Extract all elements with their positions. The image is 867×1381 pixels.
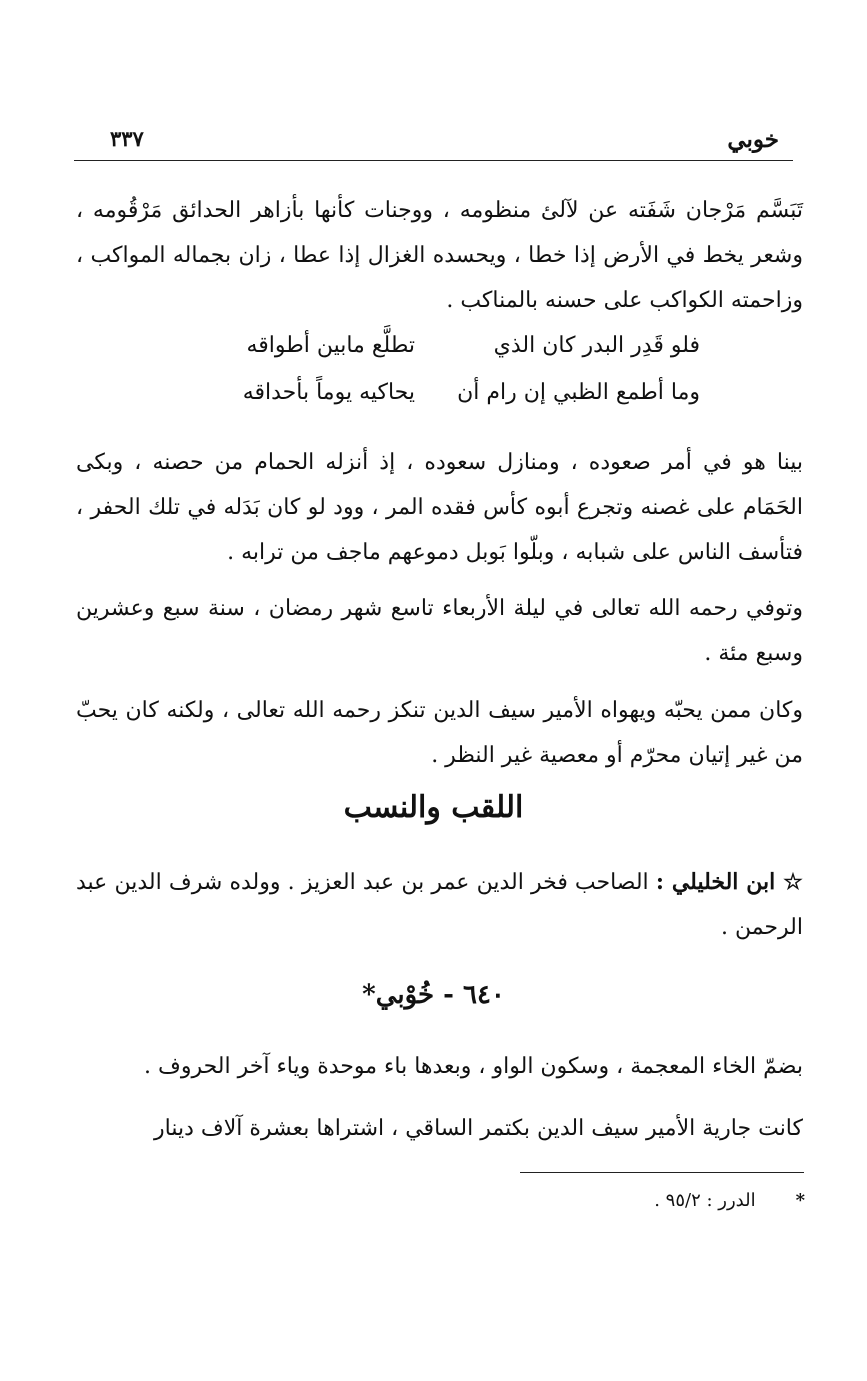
verse-line-2 [170, 380, 700, 425]
page-header [74, 120, 793, 161]
paragraph-4: وكان ممن يحبّه ويهواه الأمير سيف الدين تنكز رحمه الله تعالى ، ولكنه كان يحبّ من غير إتيان محرّم أو معصية غير النظر . [76, 698, 803, 768]
paragraph-6: بضمّ الخاء المعجمة ، وسكون الواو ، وبعدها باء موحدة وياء آخر الحروف . [144, 1054, 803, 1079]
paragraph-1: تَبَسَّم مَرْجان شَفَته عن لآلئ منظومه ، ووجنات كأنها بأزاهر الحدائق مَرْقُومه ، وشعر يخط في الأرض إذا خطا ، ويحسده الغزال إذا عطا ، زان بجماله المواكب ، وزاحمته الكواكب على حسنه بالمناكب . [76, 198, 803, 313]
running-title: خوبي [727, 126, 779, 153]
entry-heading: ٦٤٠ - خُوْبي* [362, 980, 505, 1010]
page-number: ٣٣٧ [110, 126, 144, 151]
paragraph-5 [76, 860, 803, 950]
section-heading: اللقب والنسب [343, 790, 524, 825]
footnote [654, 1190, 805, 1211]
verse-1-first-hemistich: فلو قَدِر البدر كان الذي [493, 333, 700, 358]
footnote-marker: * [795, 1190, 805, 1211]
footnote-divider [520, 1172, 804, 1173]
entry-text: الصاحب فخر الدين عمر بن عبد العزيز . وولده شرف الدين عبد الرحمن . [76, 870, 803, 940]
entry-name: ☆ ابن الخليلي : [655, 869, 803, 895]
paragraph-7: كانت جارية الأمير سيف الدين بكتمر الساقي ، اشتراها بعشرة آلاف دينار [154, 1116, 803, 1141]
paragraph-2: بينا هو في أمر صعوده ، ومنازل سعوده ، إذ أنزله الحمام من حصنه ، وبكى الحَمَام على غصنه وتجرع أبوه كأس فقده المر ، وود لو كان بَدَله في تلك الحفر ، فتأسف الناس على شبابه ، وبلّوا بَوبل دموعهم ماجف من ترابه . [76, 450, 803, 565]
verse-line-1 [170, 333, 700, 378]
verse-1-second-hemistich: تطلَّع مابين أطواقه [246, 333, 415, 358]
paragraph-3: وتوفي رحمه الله تعالى في ليلة الأربعاء تاسع شهر رمضان ، سنة سبع وعشرين وسبع مئة . [76, 596, 803, 666]
verse-2-first-hemistich: وما أطمع الظبي إن رام أن [457, 380, 700, 405]
footnote-text: الدرر : ٩٥/٢ . [654, 1190, 756, 1211]
verse-2-second-hemistich: يحاكيه يوماً بأحداقه [242, 380, 415, 405]
